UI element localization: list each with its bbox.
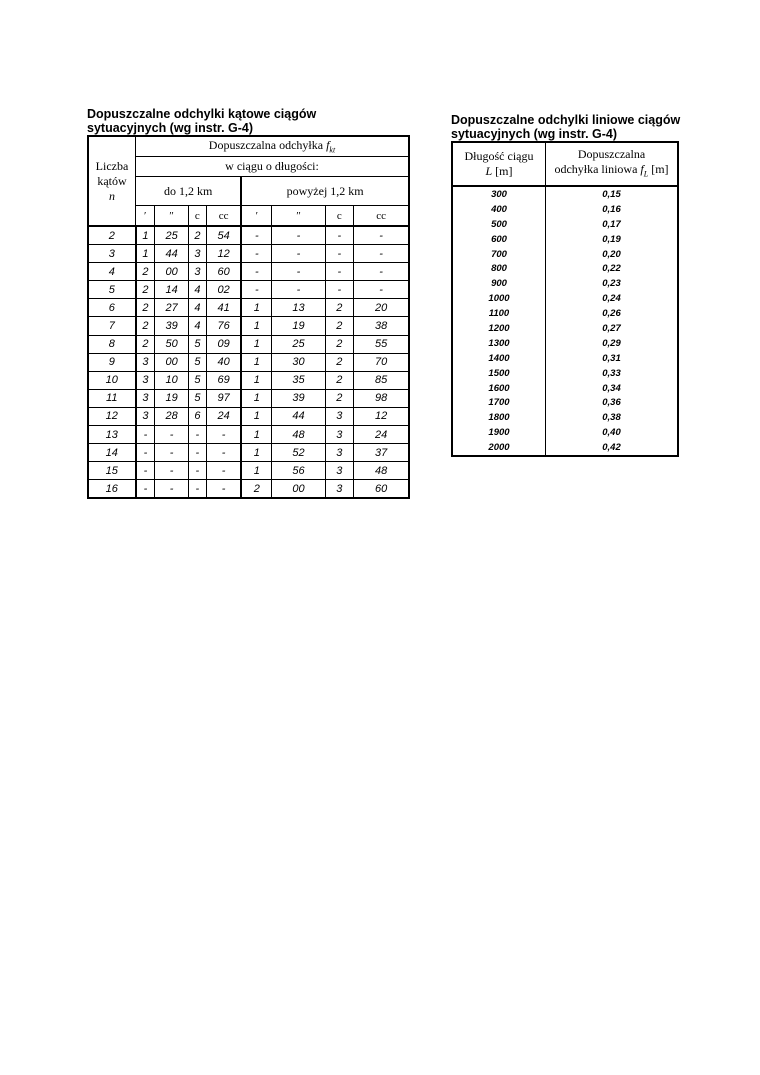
table-row <box>88 299 409 317</box>
deviation-cell: - <box>206 480 241 499</box>
deviation-cell: - <box>136 444 155 462</box>
deviation-cell: 41 <box>206 299 241 317</box>
length-cell: 1000 <box>452 291 546 306</box>
linear-table-title-line2: sytuacyjnych (wg instr. G-4) <box>451 127 618 141</box>
table-row <box>88 226 409 245</box>
deviation-cell: - <box>354 263 409 281</box>
length-cell: 800 <box>452 261 546 276</box>
deviation-cell: - <box>206 462 241 480</box>
deviation-cell: - <box>155 462 189 480</box>
table-row <box>88 335 409 353</box>
angular-deviation-table <box>87 135 410 499</box>
table-row <box>88 281 409 299</box>
linear-deviation-cell: 0,19 <box>546 232 679 247</box>
deviation-cell: 10 <box>155 371 189 389</box>
angle-count-cell: 4 <box>88 263 136 281</box>
deviation-cell: 3 <box>136 371 155 389</box>
deviation-cell: 3 <box>136 389 155 407</box>
deviation-cell: 2 <box>188 226 206 245</box>
deviation-cell: 4 <box>188 281 206 299</box>
deviation-cell: - <box>136 480 155 499</box>
deviation-cell: 00 <box>155 263 189 281</box>
deviation-cell: 13 <box>272 299 325 317</box>
linear-deviation-cell: 0,20 <box>546 247 679 262</box>
linear-deviation-cell: 0,26 <box>546 306 679 321</box>
length-cell: 1300 <box>452 336 546 351</box>
angle-count-header-line1: Liczba <box>95 158 129 173</box>
table-row <box>452 395 678 410</box>
angular-deviation-section <box>87 107 410 499</box>
length-cell: 1700 <box>452 395 546 410</box>
linear-deviation-cell: 0,29 <box>546 336 679 351</box>
deviation-cell: 38 <box>354 317 409 335</box>
table-row <box>88 444 409 462</box>
deviation-cell: 3 <box>188 245 206 263</box>
deviation-cell: 2 <box>325 299 354 317</box>
unit-header: c <box>325 206 354 227</box>
table-row <box>88 245 409 263</box>
allowed-deviation-symbol: f <box>326 138 330 153</box>
angle-count-cell: 6 <box>88 299 136 317</box>
deviation-cell: 2 <box>136 317 155 335</box>
linear-deviation-col-header-line2: odchyłka liniowa <box>554 161 641 176</box>
angle-count-cell: 8 <box>88 335 136 353</box>
deviation-cell: 98 <box>354 389 409 407</box>
deviation-cell: 02 <box>206 281 241 299</box>
deviation-cell: 12 <box>206 245 241 263</box>
deviation-cell: - <box>325 226 354 245</box>
deviation-cell: - <box>272 226 325 245</box>
deviation-cell: 14 <box>155 281 189 299</box>
linear-deviation-cell: 0,16 <box>546 202 679 217</box>
angle-count-cell: 7 <box>88 317 136 335</box>
traverse-length-col-header <box>452 142 546 186</box>
linear-deviation-cell: 0,24 <box>546 291 679 306</box>
deviation-cell: 00 <box>272 480 325 499</box>
table-row <box>452 247 678 262</box>
deviation-cell: - <box>354 226 409 245</box>
table-row <box>452 306 678 321</box>
deviation-cell: - <box>325 245 354 263</box>
deviation-cell: 2 <box>136 263 155 281</box>
allowed-deviation-subscript: kt <box>329 145 336 155</box>
deviation-cell: - <box>188 426 206 444</box>
length-cell: 2000 <box>452 440 546 456</box>
deviation-cell: 1 <box>241 444 272 462</box>
group-above-header: powyżej 1,2 km <box>241 177 409 206</box>
linear-deviation-unit: [m] <box>648 161 669 176</box>
length-cell: 400 <box>452 202 546 217</box>
deviation-cell: 35 <box>272 371 325 389</box>
deviation-cell: 52 <box>272 444 325 462</box>
table-row <box>88 371 409 389</box>
deviation-cell: 1 <box>241 371 272 389</box>
table-row <box>452 321 678 336</box>
deviation-cell: 48 <box>272 426 325 444</box>
linear-deviation-cell: 0,34 <box>546 381 679 396</box>
traverse-length-header: w ciągu o długości: <box>136 157 410 177</box>
deviation-cell: - <box>241 281 272 299</box>
angle-count-cell: 13 <box>88 426 136 444</box>
deviation-cell: 56 <box>272 462 325 480</box>
deviation-cell: 39 <box>155 317 189 335</box>
deviation-cell: - <box>206 444 241 462</box>
angular-table-title-line1: Dopuszczalne odchylki kątowe ciągów <box>87 107 317 121</box>
table-row <box>88 317 409 335</box>
deviation-cell: - <box>241 263 272 281</box>
deviation-cell: 3 <box>136 353 155 371</box>
deviation-cell: 1 <box>136 226 155 245</box>
deviation-cell: 2 <box>136 281 155 299</box>
deviation-cell: - <box>188 444 206 462</box>
deviation-cell: 2 <box>325 389 354 407</box>
table-row <box>88 480 409 499</box>
length-cell: 700 <box>452 247 546 262</box>
angle-count-cell: 16 <box>88 480 136 499</box>
angle-count-cell: 14 <box>88 444 136 462</box>
deviation-cell: 00 <box>155 353 189 371</box>
deviation-cell: 60 <box>206 263 241 281</box>
linear-deviation-cell: 0,15 <box>546 186 679 202</box>
linear-deviation-col-header <box>546 142 679 186</box>
deviation-cell: 54 <box>206 226 241 245</box>
deviation-cell: 25 <box>272 335 325 353</box>
table-row <box>452 202 678 217</box>
table-row <box>452 261 678 276</box>
linear-deviation-cell: 0,38 <box>546 410 679 425</box>
length-cell: 1400 <box>452 351 546 366</box>
deviation-cell: - <box>272 245 325 263</box>
deviation-cell: 70 <box>354 353 409 371</box>
deviation-cell: - <box>354 281 409 299</box>
deviation-cell: 44 <box>155 245 189 263</box>
table-row <box>88 407 409 425</box>
deviation-cell: 12 <box>354 407 409 425</box>
linear-deviation-cell: 0,23 <box>546 276 679 291</box>
deviation-cell: 39 <box>272 389 325 407</box>
deviation-cell: 48 <box>354 462 409 480</box>
table-row <box>452 410 678 425</box>
angle-count-cell: 9 <box>88 353 136 371</box>
length-cell: 300 <box>452 186 546 202</box>
unit-header: c <box>188 206 206 227</box>
length-cell: 500 <box>452 217 546 232</box>
linear-table-title-line1: Dopuszczalne odchylki liniowe ciągów <box>451 113 681 127</box>
deviation-cell: 60 <box>354 480 409 499</box>
length-cell: 900 <box>452 276 546 291</box>
deviation-cell: - <box>206 426 241 444</box>
deviation-cell: 4 <box>188 299 206 317</box>
linear-deviation-cell: 0,17 <box>546 217 679 232</box>
deviation-cell: - <box>325 263 354 281</box>
deviation-cell: 1 <box>241 299 272 317</box>
table-row <box>452 351 678 366</box>
traverse-length-symbol: L <box>485 164 493 178</box>
table-row <box>88 426 409 444</box>
deviation-cell: - <box>155 480 189 499</box>
deviation-cell: 2 <box>136 335 155 353</box>
table-row <box>452 440 678 456</box>
linear-table-title <box>451 113 680 141</box>
deviation-cell: 76 <box>206 317 241 335</box>
length-cell: 1500 <box>452 366 546 381</box>
deviation-cell: 3 <box>188 263 206 281</box>
angular-table-title-line2: sytuacyjnych (wg instr. G-4) <box>87 121 254 135</box>
table-row <box>452 291 678 306</box>
deviation-cell: - <box>188 480 206 499</box>
angle-count-cell: 12 <box>88 407 136 425</box>
deviation-cell: 37 <box>354 444 409 462</box>
deviation-cell: 1 <box>241 317 272 335</box>
deviation-cell: 1 <box>241 335 272 353</box>
angle-count-cell: 5 <box>88 281 136 299</box>
deviation-cell: 2 <box>325 371 354 389</box>
linear-deviation-cell: 0,33 <box>546 366 679 381</box>
angle-count-cell: 10 <box>88 371 136 389</box>
linear-deviation-cell: 0,22 <box>546 261 679 276</box>
unit-header: ′ <box>136 206 155 227</box>
deviation-cell: 4 <box>188 317 206 335</box>
deviation-cell: - <box>136 462 155 480</box>
angle-count-header <box>88 136 136 226</box>
table-row <box>452 381 678 396</box>
deviation-cell: 3 <box>325 444 354 462</box>
linear-deviation-section <box>451 113 680 457</box>
deviation-cell: 27 <box>155 299 189 317</box>
deviation-cell: 40 <box>206 353 241 371</box>
deviation-cell: - <box>272 263 325 281</box>
group-up-to-header: do 1,2 km <box>136 177 242 206</box>
deviation-cell: 2 <box>136 299 155 317</box>
deviation-cell: 69 <box>206 371 241 389</box>
deviation-cell: 3 <box>325 462 354 480</box>
table-row <box>452 232 678 247</box>
deviation-cell: 6 <box>188 407 206 425</box>
deviation-cell: 1 <box>241 353 272 371</box>
length-cell: 1600 <box>452 381 546 396</box>
deviation-cell: 19 <box>155 389 189 407</box>
deviation-cell: 24 <box>354 426 409 444</box>
deviation-cell: - <box>354 245 409 263</box>
table-row <box>88 353 409 371</box>
table-row <box>452 217 678 232</box>
deviation-cell: 1 <box>136 245 155 263</box>
table-row <box>452 336 678 351</box>
deviation-cell: 20 <box>354 299 409 317</box>
table-row <box>452 425 678 440</box>
deviation-cell: 1 <box>241 426 272 444</box>
linear-deviation-table <box>451 141 679 457</box>
length-cell: 1900 <box>452 425 546 440</box>
linear-deviation-col-header-line1: Dopuszczalna <box>577 146 646 161</box>
table-row <box>88 389 409 407</box>
table-row <box>452 276 678 291</box>
deviation-cell: 09 <box>206 335 241 353</box>
angle-count-header-line2: kątów <box>97 173 127 188</box>
unit-header: cc <box>206 206 241 227</box>
deviation-cell: 5 <box>188 389 206 407</box>
linear-deviation-subscript: L <box>643 169 649 179</box>
deviation-cell: 1 <box>241 462 272 480</box>
linear-deviation-cell: 0,27 <box>546 321 679 336</box>
deviation-cell: 19 <box>272 317 325 335</box>
unit-header: ′ <box>241 206 272 227</box>
deviation-cell: - <box>272 281 325 299</box>
deviation-cell: - <box>241 245 272 263</box>
angular-table-title <box>87 107 410 135</box>
unit-header: cc <box>354 206 409 227</box>
deviation-cell: - <box>188 462 206 480</box>
deviation-cell: 5 <box>188 335 206 353</box>
deviation-cell: 97 <box>206 389 241 407</box>
linear-deviation-cell: 0,40 <box>546 425 679 440</box>
deviation-cell: 30 <box>272 353 325 371</box>
length-cell: 1200 <box>452 321 546 336</box>
deviation-cell: 5 <box>188 371 206 389</box>
table-row <box>88 462 409 480</box>
deviation-cell: 25 <box>155 226 189 245</box>
linear-deviation-cell: 0,36 <box>546 395 679 410</box>
deviation-cell: 24 <box>206 407 241 425</box>
deviation-cell: 44 <box>272 407 325 425</box>
table-row <box>452 186 678 202</box>
allowed-deviation-header-text: Dopuszczalna odchyłka <box>208 138 327 153</box>
deviation-cell: 3 <box>325 480 354 499</box>
deviation-cell: 55 <box>354 335 409 353</box>
linear-deviation-cell: 0,31 <box>546 351 679 366</box>
table-row <box>452 366 678 381</box>
deviation-cell: - <box>136 426 155 444</box>
angle-count-cell: 3 <box>88 245 136 263</box>
deviation-cell: 2 <box>325 353 354 371</box>
deviation-cell: - <box>241 226 272 245</box>
deviation-cell: 50 <box>155 335 189 353</box>
deviation-cell: 2 <box>325 335 354 353</box>
unit-header: ″ <box>155 206 189 227</box>
deviation-cell: 3 <box>136 407 155 425</box>
deviation-cell: 28 <box>155 407 189 425</box>
length-cell: 600 <box>452 232 546 247</box>
deviation-cell: 5 <box>188 353 206 371</box>
deviation-cell: - <box>155 444 189 462</box>
traverse-length-unit: [m] <box>492 164 513 178</box>
deviation-cell: 1 <box>241 407 272 425</box>
angle-count-cell: 11 <box>88 389 136 407</box>
deviation-cell: 2 <box>325 317 354 335</box>
angle-count-cell: 2 <box>88 226 136 245</box>
deviation-cell: 3 <box>325 426 354 444</box>
table-row <box>88 263 409 281</box>
length-cell: 1800 <box>452 410 546 425</box>
deviation-cell: - <box>155 426 189 444</box>
deviation-cell: 3 <box>325 407 354 425</box>
angle-count-symbol: n <box>109 188 115 203</box>
unit-header: ″ <box>272 206 325 227</box>
deviation-cell: 1 <box>241 389 272 407</box>
traverse-length-col-header-text: Długość ciągu <box>464 149 534 163</box>
allowed-deviation-header <box>136 136 410 157</box>
angle-count-cell: 15 <box>88 462 136 480</box>
linear-deviation-cell: 0,42 <box>546 440 679 456</box>
deviation-cell: - <box>325 281 354 299</box>
length-cell: 1100 <box>452 306 546 321</box>
linear-deviation-symbol: f <box>640 161 644 176</box>
deviation-cell: 85 <box>354 371 409 389</box>
deviation-cell: 2 <box>241 480 272 499</box>
